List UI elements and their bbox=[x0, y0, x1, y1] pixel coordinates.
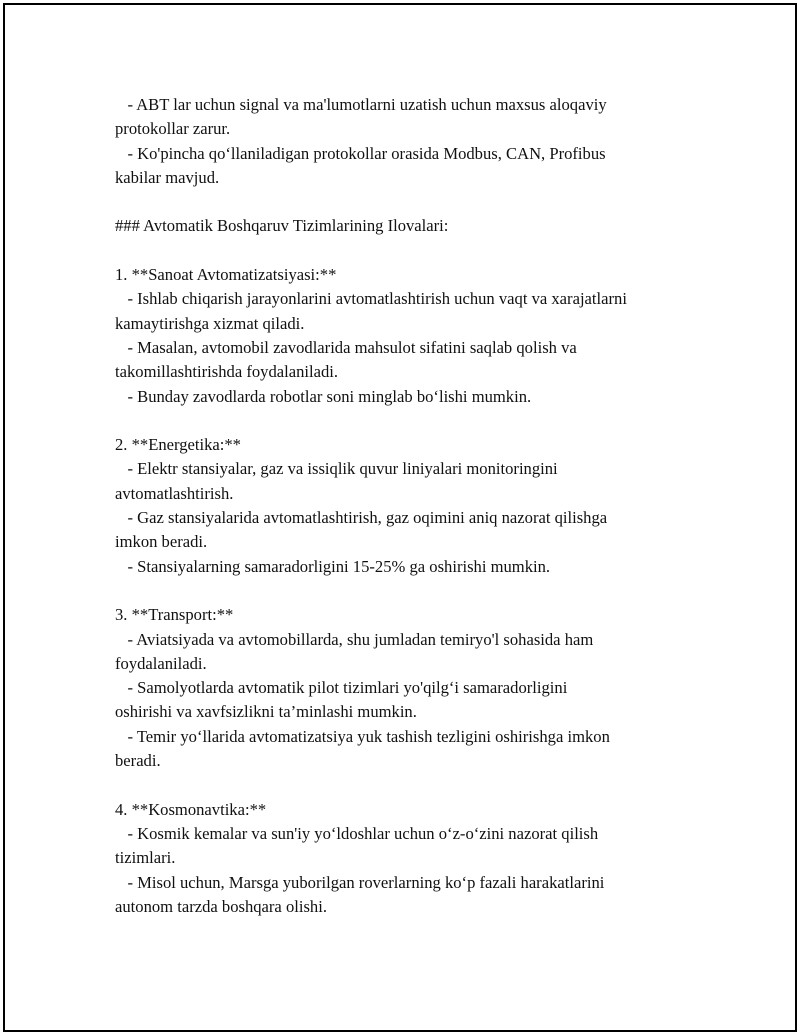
blank-line bbox=[115, 773, 715, 797]
text-line: - Bunday zavodlarda robotlar soni minglab bo‘lishi mumkin. bbox=[115, 386, 532, 406]
section-energetika bbox=[115, 433, 715, 579]
section-transport bbox=[115, 603, 715, 773]
section-heading: ### Avtomatik Boshqaruv Tizimlarining Ilovalari: bbox=[115, 216, 449, 236]
blank-line bbox=[115, 190, 715, 214]
text-line: beradi. bbox=[115, 751, 161, 771]
section-title: 2. **Energetika:** bbox=[115, 435, 241, 455]
text-line: - Elektr stansiyalar, gaz va issiqlik quvur liniyalari monitoringini bbox=[115, 459, 558, 479]
text-line: oshirishi va xavfsizlikni ta’minlashi mumkin. bbox=[115, 702, 417, 722]
document-body bbox=[115, 93, 715, 919]
section-title: 3. **Transport:** bbox=[115, 605, 234, 625]
text-line: takomillashtirishda foydalaniladi. bbox=[115, 362, 339, 382]
text-line: - Kosmik kemalar va sun'iy yo‘ldoshlar uchun o‘z-o‘zini nazorat qilish bbox=[115, 823, 599, 843]
section-kosmonavtika bbox=[115, 798, 715, 919]
text-line: - Misol uchun, Marsga yuborilgan roverlarning ko‘p fazali harakatlarini bbox=[115, 872, 605, 892]
text-line: protokollar zarur. bbox=[115, 119, 231, 139]
text-line: - Masalan, avtomobil zavodlarida mahsulot sifatini saqlab qolish va bbox=[115, 337, 577, 357]
text-line: kabilar mavjud. bbox=[115, 167, 220, 187]
text-line: tizimlari. bbox=[115, 848, 176, 868]
section-title: 4. **Kosmonavtika:** bbox=[115, 799, 267, 819]
text-line: autonom tarzda boshqara olishi. bbox=[115, 896, 327, 916]
blank-line bbox=[115, 579, 715, 603]
text-line: - Stansiyalarning samaradorligini 15-25% ga oshirishi mumkin. bbox=[115, 556, 551, 576]
text-line: - Samolyotlarda avtomatik pilot tizimlari yo'qilg‘i samaradorligini bbox=[115, 678, 568, 698]
text-line: avtomatlashtirish. bbox=[115, 483, 234, 503]
text-line: - ABT lar uchun signal va ma'lumotlarni uzatish uchun maxsus aloqaviy bbox=[115, 95, 607, 114]
text-line: foydalaniladi. bbox=[115, 653, 207, 673]
text-line: kamaytirishga xizmat qiladi. bbox=[115, 313, 305, 333]
blank-line bbox=[115, 409, 715, 433]
text-line: imkon beradi. bbox=[115, 532, 208, 552]
text-line: - Gaz stansiyalarida avtomatlashtirish, gaz oqimini aniq nazorat qilishga bbox=[115, 508, 608, 528]
section-title: 1. **Sanoat Avtomatizatsiyasi:** bbox=[115, 265, 337, 285]
text-line: - Aviatsiyada va avtomobillarda, shu jumladan temiryo'l sohasida ham bbox=[115, 629, 594, 649]
text-line: - Ko'pincha qo‘llaniladigan protokollar orasida Modbus, CAN, Profibus bbox=[115, 143, 606, 163]
text-line: - Ishlab chiqarish jarayonlarini avtomatlashtirish uchun vaqt va xarajatlarni bbox=[115, 289, 627, 309]
text-line: - Temir yo‘llarida avtomatizatsiya yuk tashish tezligini oshirishga imkon bbox=[115, 726, 610, 746]
blank-line bbox=[115, 239, 715, 263]
intro-block bbox=[115, 93, 715, 190]
section-sanoat bbox=[115, 263, 715, 409]
